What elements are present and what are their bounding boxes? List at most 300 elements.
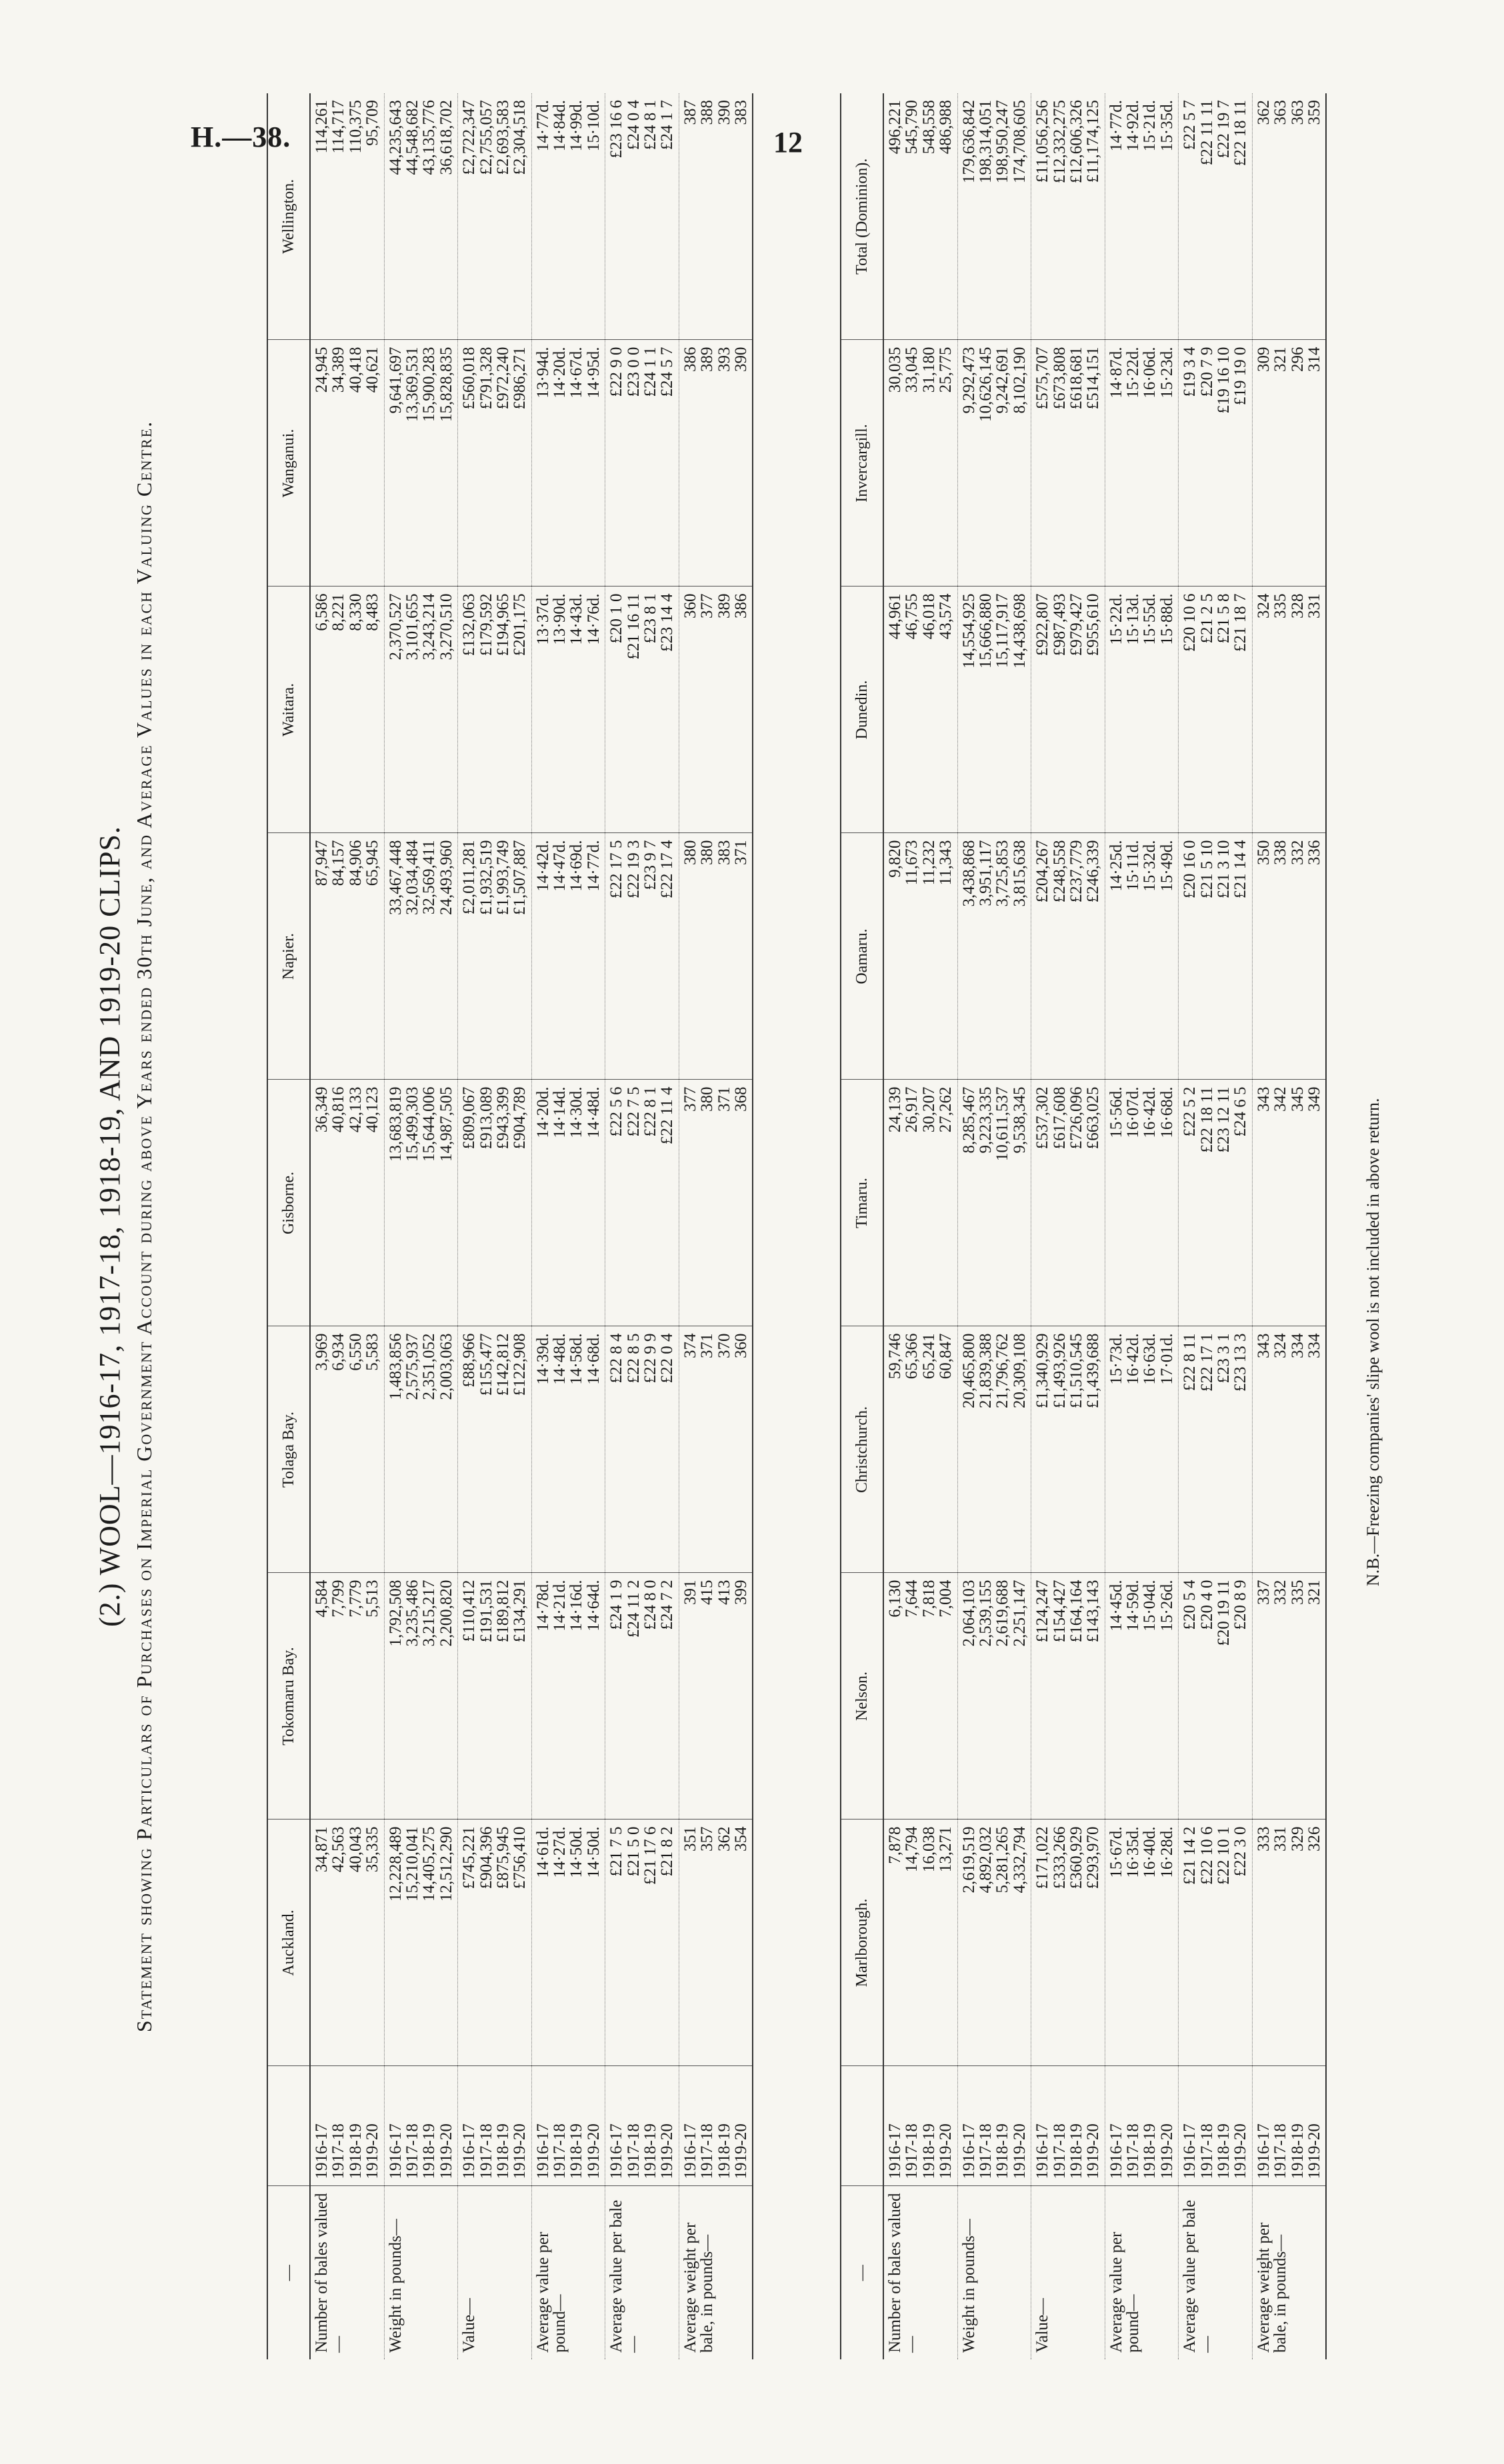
cell-value: 326 xyxy=(1305,1826,1323,1851)
row-years xyxy=(1105,2066,1179,2186)
column-header: Gisborne. xyxy=(267,1080,310,1326)
cell-value: £1,510,545 xyxy=(1067,1333,1085,1408)
cell-value: 14·58d. xyxy=(567,1333,586,1385)
cell-value: 3,101,655 xyxy=(403,593,421,660)
cell-value: 14·84d. xyxy=(551,100,569,152)
cell-value: £21 16 11 xyxy=(624,593,643,660)
cell-value: 2,064,103 xyxy=(959,1580,978,1647)
year-label: 1917-18 xyxy=(329,2123,348,2179)
cell-value: 15·67d. xyxy=(1107,1826,1125,1878)
cell-value: 357 xyxy=(698,1826,717,1851)
table-cell xyxy=(458,93,532,340)
table-row xyxy=(883,93,957,2359)
table-cell xyxy=(1252,340,1326,587)
table-cell xyxy=(1252,833,1326,1080)
cell-value: £943,399 xyxy=(493,1086,512,1150)
cell-value: £22 8 4 xyxy=(607,1333,626,1384)
cell-value: 362 xyxy=(715,1826,733,1851)
table-cell xyxy=(1179,340,1253,587)
cell-value: 336 xyxy=(1305,840,1323,865)
cell-value: 24,139 xyxy=(886,1086,904,1133)
cell-value: 15,900,283 xyxy=(420,347,439,422)
row-label: Average value per pound— xyxy=(1105,2186,1179,2359)
cell-value: £22 9 9 xyxy=(641,1333,660,1384)
cell-value: £20 1 0 xyxy=(607,593,626,644)
table-cell xyxy=(605,833,679,1080)
cell-value: £191,531 xyxy=(477,1580,495,1643)
cell-value: 14·20d. xyxy=(533,1086,552,1138)
cell-value: 377 xyxy=(698,593,717,618)
cell-value: 15·32d. xyxy=(1141,840,1159,892)
cell-value: 13·94d. xyxy=(533,347,552,399)
cell-value: 399 xyxy=(731,1580,750,1605)
column-header: Christchurch. xyxy=(841,1326,883,1573)
cell-value: £143,143 xyxy=(1084,1580,1103,1643)
cell-value: 14·68d. xyxy=(584,1333,603,1385)
cell-value: £88,966 xyxy=(460,1333,479,1388)
table-cell xyxy=(1252,587,1326,833)
year-label: 1919-20 xyxy=(1157,2123,1176,2179)
cell-value: £21 7 5 xyxy=(607,1826,626,1877)
year-label: 1917-18 xyxy=(551,2123,569,2179)
cell-value: 33,045 xyxy=(903,347,921,393)
cell-value: 14·67d. xyxy=(567,347,586,399)
table-cell xyxy=(531,587,605,833)
cell-value: 42,133 xyxy=(346,1086,365,1133)
cell-value: 15·11d. xyxy=(1124,840,1143,891)
cell-value: 6,586 xyxy=(313,593,331,631)
table-cell xyxy=(1031,93,1105,340)
cell-value: 179,636,842 xyxy=(959,100,978,183)
cell-value: 21,796,762 xyxy=(993,1333,1012,1408)
cell-value: 3,270,510 xyxy=(437,593,455,660)
year-label: 1919-20 xyxy=(1231,2123,1250,2179)
cell-value: 14·61d. xyxy=(533,1826,552,1878)
cell-value: £22 0 4 xyxy=(658,1333,677,1384)
cell-value: 12,228,489 xyxy=(386,1826,405,1901)
cell-value: £154,427 xyxy=(1050,1580,1069,1643)
cell-value: £22 5 2 xyxy=(1181,1086,1199,1137)
cell-value: 15·10d. xyxy=(584,100,603,152)
cell-value: 16·63d. xyxy=(1141,1333,1159,1385)
cell-value: 2,619,688 xyxy=(993,1580,1012,1647)
cell-value: 14·59d. xyxy=(1124,1580,1143,1632)
cell-value: £124,247 xyxy=(1033,1580,1052,1643)
table-cell xyxy=(1179,93,1253,340)
table-cell xyxy=(1105,833,1179,1080)
column-header: Timaru. xyxy=(841,1080,883,1326)
cell-value: £201,175 xyxy=(511,593,529,656)
cell-value: £20 5 4 xyxy=(1181,1580,1199,1630)
cell-value: £1,932,519 xyxy=(477,840,495,915)
table-cell xyxy=(458,340,532,587)
table-cell xyxy=(883,340,957,587)
row-years xyxy=(1031,2066,1105,2186)
cell-value: 387 xyxy=(681,100,699,125)
cell-value: £2,011,281 xyxy=(460,840,479,915)
cell-value: 368 xyxy=(731,1086,750,1112)
year-label: 1917-18 xyxy=(477,2123,495,2179)
year-label: 1919-20 xyxy=(731,2123,750,2179)
table-cell xyxy=(679,1573,753,1820)
table-cell xyxy=(458,833,532,1080)
table-cell xyxy=(1179,833,1253,1080)
table-cell xyxy=(1105,1820,1179,2066)
table-cell xyxy=(1252,1573,1326,1820)
wool-table-2 xyxy=(840,93,1327,2359)
cell-value: £875,945 xyxy=(493,1826,512,1889)
cell-value: 14·99d. xyxy=(567,100,586,152)
cell-value: £23 9 7 xyxy=(641,840,660,890)
table-row xyxy=(384,93,458,2359)
row-label: Average weight per bale, in pounds— xyxy=(1252,2186,1326,2359)
cell-value: 26,917 xyxy=(903,1086,921,1133)
column-header: Tokomaru Bay. xyxy=(267,1573,310,1820)
column-header: Oamaru. xyxy=(841,833,883,1080)
year-label: 1916-17 xyxy=(533,2123,552,2179)
cell-value: £2,304,518 xyxy=(511,100,529,175)
cell-value: 14·77d. xyxy=(584,840,603,892)
cell-value: 16·06d. xyxy=(1141,347,1159,399)
cell-value: 2,251,147 xyxy=(1010,1580,1029,1647)
cell-value: £155,477 xyxy=(477,1333,495,1396)
table-cell xyxy=(1105,587,1179,833)
cell-value: 14·42d. xyxy=(533,840,552,892)
cell-value: 5,583 xyxy=(363,1333,382,1371)
cell-value: 321 xyxy=(1271,347,1290,372)
cell-value: 16·07d. xyxy=(1124,1086,1143,1138)
cell-value: 3,215,217 xyxy=(420,1580,439,1647)
table-cell xyxy=(310,833,384,1080)
header-blank-year xyxy=(841,2066,883,2186)
cell-value: 14,405,275 xyxy=(420,1826,439,1901)
cell-value: £922,807 xyxy=(1033,593,1052,656)
table-cell xyxy=(1031,1080,1105,1326)
cell-value: 496,221 xyxy=(886,100,904,155)
cell-value: 377 xyxy=(681,1086,699,1112)
table-cell xyxy=(384,340,458,587)
cell-value: 321 xyxy=(1305,1580,1323,1605)
row-label: Average value per bale— xyxy=(1179,2186,1253,2359)
cell-value: £24 7 2 xyxy=(658,1580,677,1630)
row-years xyxy=(384,2066,458,2186)
cell-value: 393 xyxy=(715,347,733,372)
table-cell xyxy=(531,833,605,1080)
table-cell xyxy=(1179,1573,1253,1820)
year-label: 1916-17 xyxy=(607,2123,626,2179)
cell-value: 15·56d. xyxy=(1107,1086,1125,1138)
table-cell xyxy=(957,1326,1031,1573)
cell-value: 360 xyxy=(681,593,699,618)
cell-value: £663,025 xyxy=(1084,1086,1103,1150)
column-header: Tolaga Bay. xyxy=(267,1326,310,1573)
table-cell xyxy=(1179,1080,1253,1326)
table-row xyxy=(679,93,753,2359)
table-cell xyxy=(1105,1326,1179,1573)
cell-value: £21 5 0 xyxy=(624,1826,643,1877)
cell-value: £22 10 6 xyxy=(1197,1826,1216,1885)
cell-value: 15·73d. xyxy=(1107,1333,1125,1385)
cell-value: 354 xyxy=(731,1826,750,1851)
year-label: 1917-18 xyxy=(1271,2123,1290,2179)
cell-value: 114,717 xyxy=(329,100,348,154)
table-cell xyxy=(883,1080,957,1326)
cell-value: 30,207 xyxy=(919,1086,938,1133)
cell-value: £24 6 5 xyxy=(1231,1086,1250,1137)
table-block-south xyxy=(840,93,1327,2359)
cell-value: 13,271 xyxy=(937,1826,955,1873)
cell-value: 343 xyxy=(1254,1086,1273,1112)
cell-value: 335 xyxy=(1288,1580,1307,1605)
cell-value: 15·22d. xyxy=(1107,593,1125,645)
year-label: 1917-18 xyxy=(903,2123,921,2179)
cell-value: £22 8 5 xyxy=(624,1333,643,1384)
cell-value: £22 9 0 xyxy=(607,347,626,397)
cell-value: 3,951,117 xyxy=(976,840,995,906)
page-title: (2.) WOOL—1916-17, 1917-18, 1918-19, AND 1919-20 CLIPS. xyxy=(93,826,126,1627)
cell-value: 3,438,868 xyxy=(959,840,978,907)
cell-value: £22 11 4 xyxy=(658,1086,677,1145)
cell-value: £164,164 xyxy=(1067,1580,1085,1643)
cell-value: 374 xyxy=(681,1333,699,1358)
year-label: 1916-17 xyxy=(386,2123,405,2179)
cell-value: 35,335 xyxy=(363,1826,382,1873)
table-cell xyxy=(531,340,605,587)
cell-value: £24 8 0 xyxy=(641,1580,660,1630)
column-header: Auckland. xyxy=(267,1820,310,2066)
cell-value: £24 11 2 xyxy=(624,1580,643,1638)
cell-value: £132,063 xyxy=(460,593,479,656)
cell-value: £745,221 xyxy=(460,1826,479,1889)
cell-value: £20 8 9 xyxy=(1231,1580,1250,1630)
row-years xyxy=(883,2066,957,2186)
cell-value: £237,779 xyxy=(1067,840,1085,903)
cell-value: 3,243,214 xyxy=(420,593,439,660)
table-cell xyxy=(531,1326,605,1573)
cell-value: 14,987,505 xyxy=(437,1086,455,1162)
cell-value: 20,309,108 xyxy=(1010,1333,1029,1408)
cell-value: 331 xyxy=(1305,593,1323,618)
year-label: 1918-19 xyxy=(919,2123,938,2179)
row-years xyxy=(1252,2066,1326,2186)
table-cell xyxy=(384,1573,458,1820)
cell-value: £12,332,275 xyxy=(1050,100,1069,183)
table-cell xyxy=(1252,93,1326,340)
cell-value: 7,818 xyxy=(919,1580,938,1618)
year-label: 1916-17 xyxy=(1107,2123,1125,2179)
cell-value: 8,285,467 xyxy=(959,1086,978,1154)
cell-value: 43,135,776 xyxy=(420,100,439,175)
cell-value: 7,004 xyxy=(937,1580,955,1618)
row-label: Average weight per bale, in pounds— xyxy=(679,2186,753,2359)
year-label: 1916-17 xyxy=(1181,2123,1199,2179)
table-cell xyxy=(883,1326,957,1573)
cell-value: 345 xyxy=(1288,1086,1307,1112)
cell-value: £22 5 6 xyxy=(607,1086,626,1137)
row-label: Number of bales valued— xyxy=(883,2186,957,2359)
cell-value: 14·77d. xyxy=(533,100,552,152)
cell-value: 2,619,519 xyxy=(959,1826,978,1893)
year-label: 1916-17 xyxy=(1033,2123,1052,2179)
column-header: Invercargill. xyxy=(841,340,883,587)
cell-value: 15,666,880 xyxy=(976,593,995,668)
cell-value: 15·22d. xyxy=(1124,347,1143,399)
cell-value: £21 17 6 xyxy=(641,1826,660,1885)
cell-value: 413 xyxy=(715,1580,733,1605)
cell-value: 14·45d. xyxy=(1107,1580,1125,1632)
cell-value: £560,018 xyxy=(460,347,479,410)
year-label: 1918-19 xyxy=(1141,2123,1159,2179)
cell-value: 40,621 xyxy=(363,347,382,393)
cell-value: £22 18 11 xyxy=(1197,1086,1216,1153)
cell-value: 2,370,527 xyxy=(386,593,405,660)
cell-value: 337 xyxy=(1254,1580,1273,1605)
table-cell xyxy=(957,587,1031,833)
year-label: 1917-18 xyxy=(403,2123,421,2179)
cell-value: £24 8 1 xyxy=(641,100,660,150)
cell-value: £21 2 5 xyxy=(1197,593,1216,644)
table-cell xyxy=(605,1573,679,1820)
column-header: Waitara. xyxy=(267,587,310,833)
cell-value: 371 xyxy=(698,1333,717,1358)
cell-value: 14·14d. xyxy=(551,1086,569,1138)
cell-value: 46,755 xyxy=(903,593,921,640)
row-years xyxy=(1179,2066,1253,2186)
table-cell xyxy=(531,1820,605,2066)
cell-value: £955,610 xyxy=(1084,593,1103,656)
cell-value: £21 14 2 xyxy=(1181,1826,1199,1885)
cell-value: 324 xyxy=(1271,1333,1290,1358)
cell-value: 12,512,290 xyxy=(437,1826,455,1901)
cell-value: £809,067 xyxy=(460,1086,479,1150)
table-cell xyxy=(384,1080,458,1326)
report-reference: H.—38. xyxy=(191,121,291,153)
cell-value: 44,235,643 xyxy=(386,100,405,175)
year-label: 1917-18 xyxy=(624,2123,643,2179)
cell-value: 65,945 xyxy=(363,840,382,886)
cell-value: £972,240 xyxy=(493,347,512,410)
cell-value: 15·21d. xyxy=(1141,100,1159,152)
cell-value: 3,235,486 xyxy=(403,1580,421,1647)
cell-value: £22 17 5 xyxy=(607,840,626,898)
cell-value: 16·40d. xyxy=(1141,1826,1159,1878)
table-cell xyxy=(384,1820,458,2066)
cell-value: 14·20d. xyxy=(551,347,569,399)
cell-value: £1,493,926 xyxy=(1050,1333,1069,1408)
cell-value: £2,755,057 xyxy=(477,100,495,175)
year-label: 1916-17 xyxy=(460,2123,479,2179)
cell-value: 14,438,698 xyxy=(1010,593,1029,668)
table-cell xyxy=(679,587,753,833)
table-cell xyxy=(310,1820,384,2066)
table-row xyxy=(310,93,384,2359)
rotated-statement xyxy=(93,80,1427,2373)
cell-value: 16·35d. xyxy=(1124,1826,1143,1878)
cell-value: 16·42d. xyxy=(1141,1086,1159,1138)
cell-value: 46,018 xyxy=(919,593,938,640)
cell-value: £913,089 xyxy=(477,1086,495,1150)
cell-value: 44,961 xyxy=(886,593,904,640)
cell-value: £21 5 10 xyxy=(1197,840,1216,898)
cell-value: 34,389 xyxy=(329,347,348,393)
table-cell xyxy=(883,833,957,1080)
table-cell xyxy=(957,93,1031,340)
cell-value: 16,038 xyxy=(919,1826,938,1873)
cell-value: £22 17 4 xyxy=(658,840,677,898)
cell-value: £24 1 1 xyxy=(641,347,660,397)
table-cell xyxy=(1105,93,1179,340)
cell-value: £21 3 10 xyxy=(1215,840,1233,898)
year-label: 1916-17 xyxy=(959,2123,978,2179)
cell-value: £19 3 4 xyxy=(1181,347,1199,397)
cell-value: 13·37d. xyxy=(533,593,552,645)
cell-value: £2,693,583 xyxy=(493,100,512,175)
cell-value: 351 xyxy=(681,1826,699,1851)
cell-value: £21 8 2 xyxy=(658,1826,677,1877)
year-label: 1917-18 xyxy=(1124,2123,1143,2179)
cell-value: £122,908 xyxy=(511,1333,529,1396)
year-label: 1919-20 xyxy=(658,2123,677,2179)
cell-value: £246,339 xyxy=(1084,840,1103,903)
cell-value: 198,950,247 xyxy=(993,100,1012,183)
cell-value: £110,412 xyxy=(460,1580,479,1642)
cell-value: 6,550 xyxy=(346,1333,365,1371)
year-label: 1918-19 xyxy=(420,2123,439,2179)
cell-value: £22 11 11 xyxy=(1197,100,1216,166)
header-blank-year xyxy=(267,2066,310,2186)
cell-value: £179,592 xyxy=(477,593,495,656)
column-header: Marlborough. xyxy=(841,1820,883,2066)
cell-value: 386 xyxy=(681,347,699,372)
cell-value: 40,123 xyxy=(363,1086,382,1133)
cell-value: £333,266 xyxy=(1050,1826,1069,1889)
cell-value: 390 xyxy=(715,100,733,125)
footnote: N.B.—Freezing companies' slipe wool is not included in above return. xyxy=(1363,1098,1383,1586)
table-cell xyxy=(310,1326,384,1573)
cell-value: 65,241 xyxy=(919,1333,938,1380)
table-cell xyxy=(310,340,384,587)
cell-value: 8,102,190 xyxy=(1010,347,1029,414)
table-cell xyxy=(1105,340,1179,587)
cell-value: 3,969 xyxy=(313,1333,331,1371)
cell-value: 14·21d. xyxy=(551,1580,569,1632)
cell-value: 110,375 xyxy=(346,100,365,154)
table-cell xyxy=(1031,1326,1105,1573)
table-cell xyxy=(957,340,1031,587)
cell-value: 25,775 xyxy=(937,347,955,393)
year-label: 1918-19 xyxy=(715,2123,733,2179)
cell-value: 8,221 xyxy=(329,593,348,631)
cell-value: 15,828,835 xyxy=(437,347,455,422)
cell-value: 84,906 xyxy=(346,840,365,886)
cell-value: 14·87d. xyxy=(1107,347,1125,399)
year-label: 1919-20 xyxy=(1010,2123,1029,2179)
table-cell xyxy=(957,833,1031,1080)
cell-value: 32,034,484 xyxy=(403,840,421,915)
table-cell xyxy=(1179,587,1253,833)
cell-value: 42,563 xyxy=(329,1826,348,1873)
cell-value: 9,641,697 xyxy=(386,347,405,414)
table-cell xyxy=(883,93,957,340)
cell-value: £11,056,256 xyxy=(1033,100,1052,183)
cell-value: 9,820 xyxy=(886,840,904,878)
cell-value: 15,210,041 xyxy=(403,1826,421,1901)
cell-value: 36,349 xyxy=(313,1086,331,1133)
cell-value: 383 xyxy=(731,100,750,125)
cell-value: 65,366 xyxy=(903,1333,921,1380)
cell-value: 2,539,155 xyxy=(976,1580,995,1647)
cell-value: 43,574 xyxy=(937,593,955,640)
